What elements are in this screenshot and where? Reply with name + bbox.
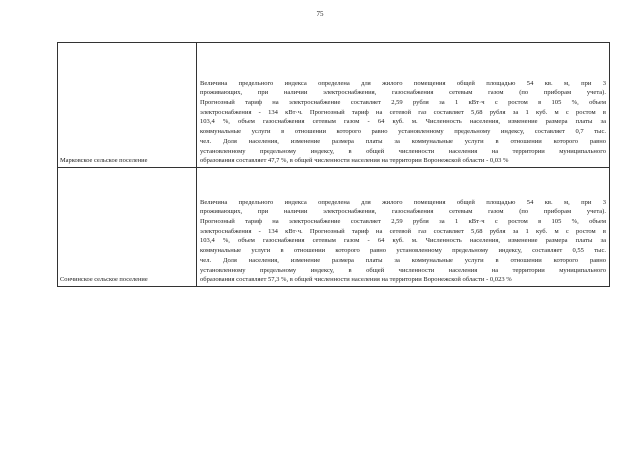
text-line: проживающих, при наличии электроснабжения, газоснабжения сетевым газом (по приборам учета). [200, 89, 606, 97]
text-line: проживающих, при наличии электроснабжения, газоснабжения сетевым газом (по приборам учета). [200, 208, 606, 216]
text-line: чел. Доля населения, изменение размера платы за коммунальные услуги в отношении которого равно [200, 137, 606, 145]
text-line: Величина предельного индекса определена для жилого помещения общей площадью 54 кв. м, при 3 [200, 79, 606, 87]
table-row [58, 43, 610, 168]
settlement-cell [58, 43, 197, 168]
text-line: Величина предельного индекса определена для жилого помещения общей площадью 54 кв. м, при 3 [200, 198, 606, 206]
page-number: 75 [316, 10, 324, 18]
table-row [58, 168, 610, 287]
text-line: коммунальные услуги в отношении которого равно установленному предельному индексу, составляет 0,7 тыс. [200, 128, 606, 136]
text-line: Прогнозный тариф на электроснабжение составляет 2,59 рубля за 1 кВт·ч с ростом в 105 %, объем [200, 99, 606, 107]
text-line: коммунальные услуги в отношении которого равно установленному предельному индексу, составляет 0,55 тыс. [200, 247, 606, 255]
description-text [197, 79, 609, 167]
description-cell [197, 43, 610, 168]
description-cell [197, 168, 610, 287]
text-line: электроснабжения - 134 кВт·ч. Прогнозный тариф на сетевой газ составляет 5,68 рубля за 1 куб. м с ростом в [200, 108, 606, 116]
text-line: установленному предельному индексу, в общей численности населения на территории муниципального [200, 147, 606, 155]
text-line: образования составляет 47,7 %, в общей численности населения на территории Воронежской области - 0,03 % [200, 157, 509, 165]
settlement-name: Марковское сельское поселение [60, 157, 148, 164]
settlement-cell [58, 168, 197, 287]
text-line: образования составляет 57,3 %, в общей численности населения на территории Воронежской области - 0,023 % [200, 276, 512, 284]
text-line: 103,4 %, объем газоснабжения сетевым газом - 64 куб. м. Численность населения, изменение размера платы за [200, 237, 606, 245]
text-line: чел. Доля населения, изменение размера платы за коммунальные услуги в отношении которого равно [200, 256, 606, 264]
index-table [57, 42, 610, 287]
settlement-name: Сончинское сельское поселение [60, 276, 148, 283]
text-line: Прогнозный тариф на электроснабжение составляет 2,59 рубля за 1 кВт·ч с ростом в 105 %, объем [200, 218, 606, 226]
text-line: 103,4 %, объем газоснабжения сетевым газом - 64 куб. м. Численность населения, изменение размера платы за [200, 118, 606, 126]
text-line: установленному предельному индексу, в общей численности населения на территории муниципального [200, 266, 606, 274]
description-text [197, 198, 609, 286]
text-line: электроснабжения - 134 кВт·ч. Прогнозный тариф на сетевой газ составляет 5,68 рубля за 1 куб. м с ростом в [200, 227, 606, 235]
